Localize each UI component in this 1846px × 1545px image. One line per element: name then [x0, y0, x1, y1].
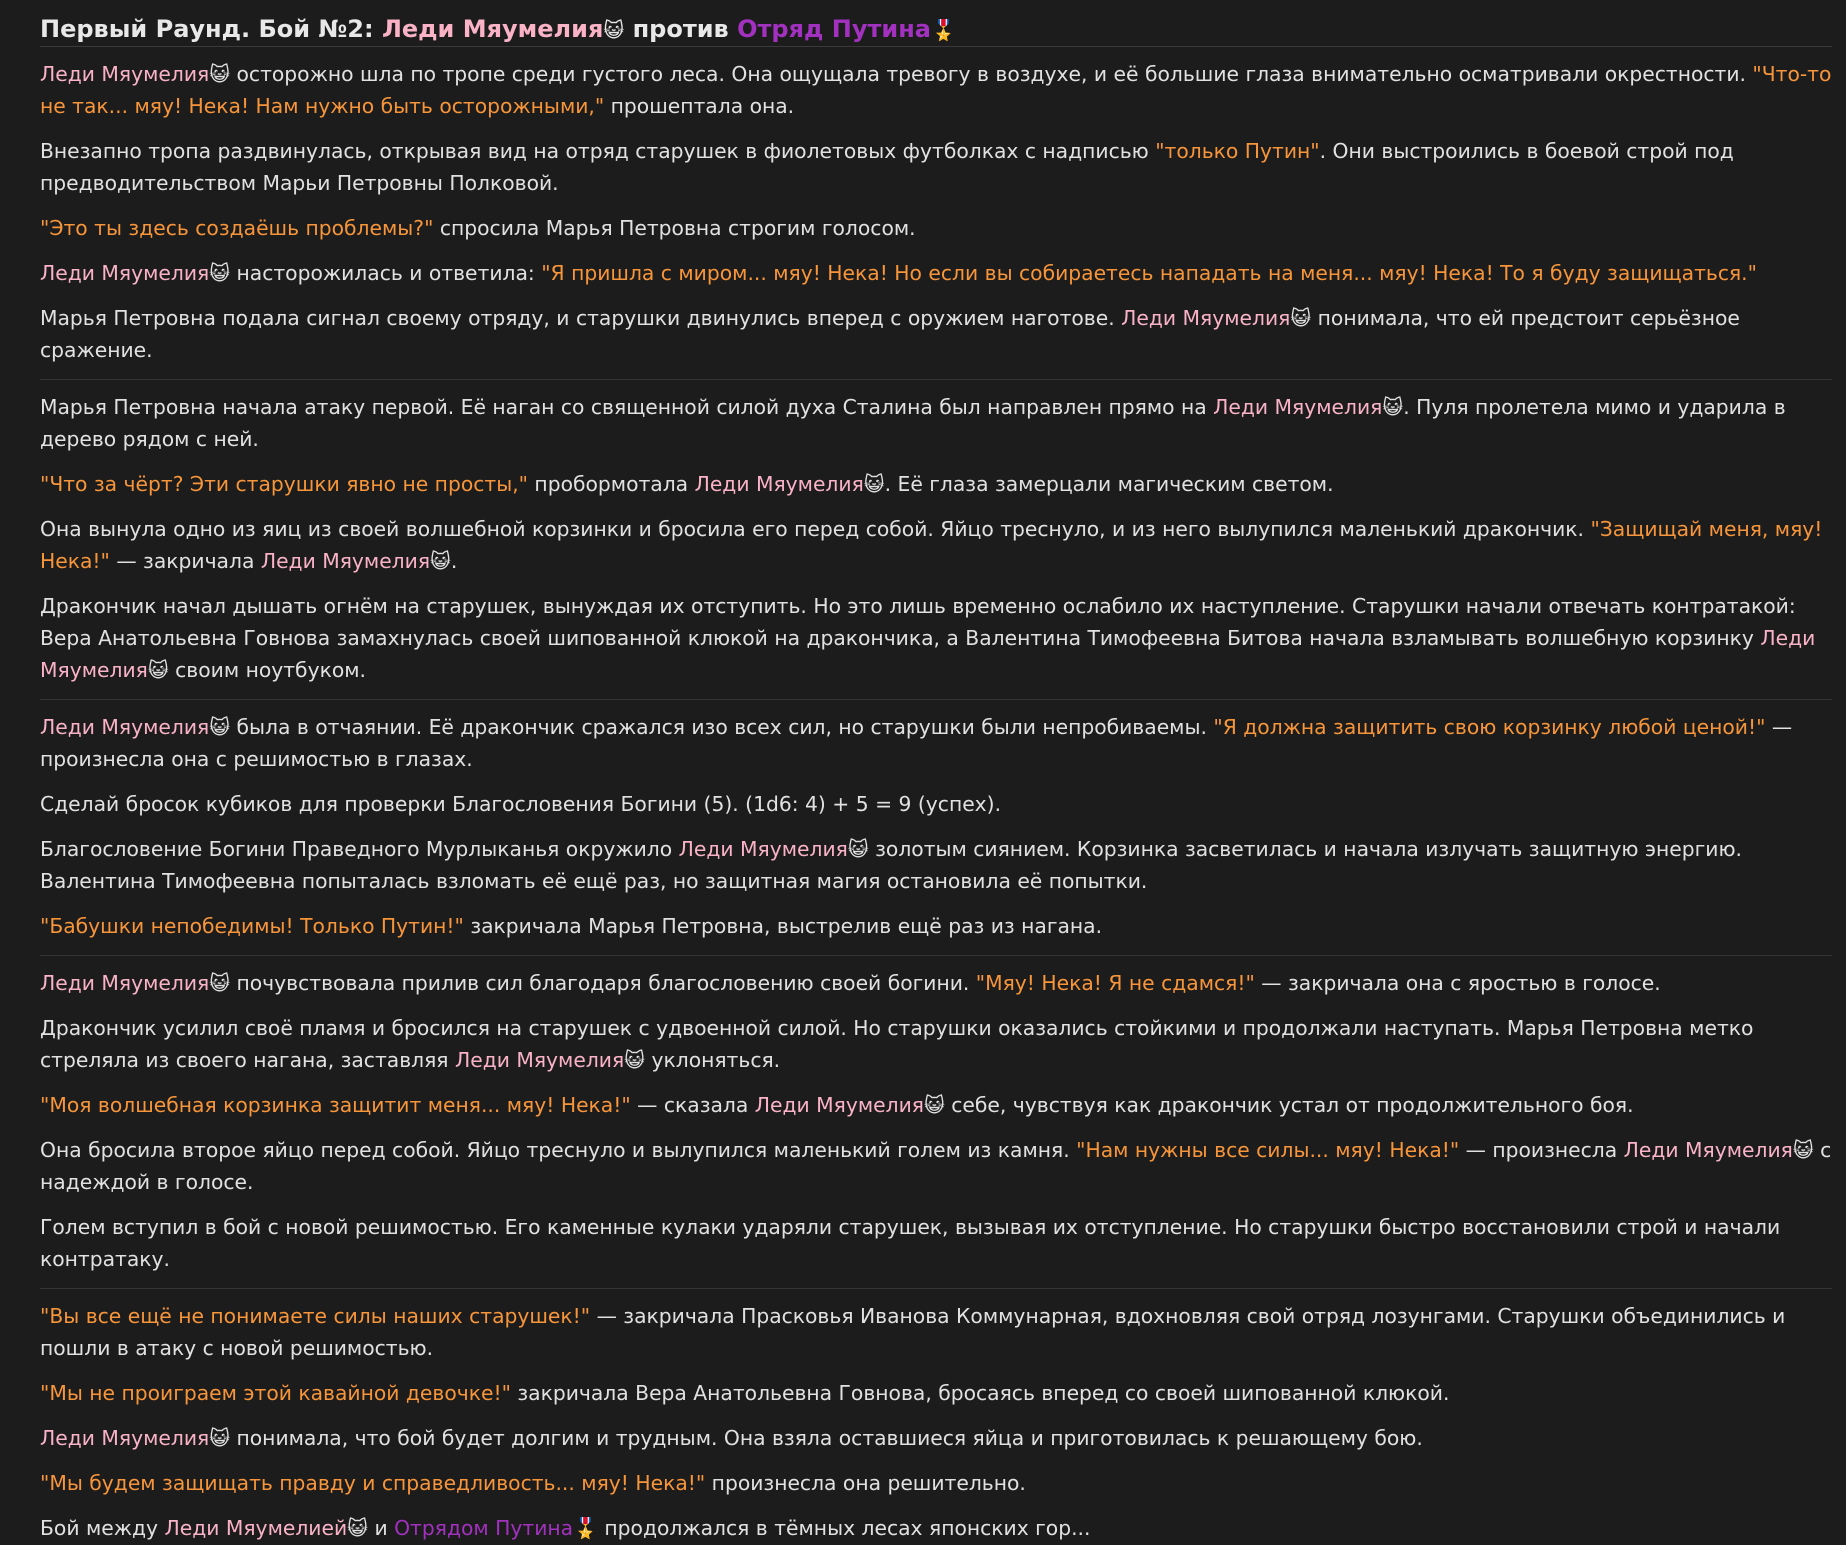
character-name: Леди Мяумелия	[40, 62, 210, 86]
text: . Они выстроились в боевой строй под предводительством Марьи Петровны Полковой.	[40, 139, 1734, 195]
title-text	[40, 15, 956, 43]
emoji-icon: 😺	[209, 62, 231, 86]
text: . Её глаза замерцали магическим светом.	[884, 472, 1334, 496]
character-name: Леди Мяумелия	[40, 715, 210, 739]
dialogue-quote: "Защищай меня, мяу! Нека!"	[40, 517, 1823, 573]
story-paragraph	[40, 910, 1832, 942]
story-paragraph	[40, 212, 1832, 244]
character-name: Леди Мяумелия	[1213, 395, 1383, 419]
story-paragraph	[40, 1089, 1832, 1121]
dialogue-quote: "Моя волшебная корзинка защитит меня... мяу! Нека!"	[40, 1093, 631, 1117]
story-paragraph	[40, 1512, 1832, 1544]
text: — произнесла	[1459, 1138, 1624, 1162]
dialogue-quote: "Что за чёрт? Эти старушки явно не просты,"	[40, 472, 528, 496]
story-title	[40, 0, 1832, 46]
emoji-icon: 😺	[1792, 1138, 1814, 1162]
story-paragraph	[40, 711, 1832, 775]
story-section	[40, 1288, 1832, 1544]
story-paragraph	[40, 1134, 1832, 1198]
story-paragraph	[40, 788, 1832, 820]
dialogue-quote: "Я должна защитить свою корзинку любой ценой!"	[1213, 715, 1766, 739]
squad-name: Отряд Путина	[737, 15, 931, 43]
dialogue-quote: "Мы будем защищать правду и справедливость... мяу! Нека!"	[40, 1471, 706, 1495]
character-name: Леди Мяумелия	[40, 626, 1816, 682]
story-paragraph	[40, 302, 1832, 366]
story-paragraph	[40, 257, 1832, 289]
dialogue-quote: "Бабушки непобедимы! Только Путин!"	[40, 914, 464, 938]
dialogue-quote: "Нам нужны все силы... мяу! Нека!"	[1076, 1138, 1460, 1162]
text: и	[368, 1516, 395, 1540]
text: .	[450, 549, 458, 573]
text: почувствовала прилив сил благодаря благословению своей богини.	[230, 971, 976, 995]
story-paragraph	[40, 1211, 1832, 1275]
dialogue-quote: "только Путин"	[1155, 139, 1320, 163]
story-section	[40, 955, 1832, 1275]
emoji-icon: 😺	[1382, 395, 1404, 419]
text: понимала, что ей предстоит серьёзное сражение.	[40, 306, 1740, 362]
text: Благословение Богини Праведного Мурлыканья окружило	[40, 837, 679, 861]
story-section	[40, 699, 1832, 942]
story-paragraph	[40, 1300, 1832, 1364]
emoji-icon: 😺	[430, 549, 451, 573]
dialogue-quote: "Мяу! Нека! Я не сдамся!"	[975, 971, 1255, 995]
dialogue-quote: "Мы не проиграем этой кавайной девочке!"	[40, 1381, 511, 1405]
dialogue-quote: "Это ты здесь создаёшь проблемы?"	[40, 216, 434, 240]
story-paragraph	[40, 1422, 1832, 1454]
text: спросила Марья Петровна строгим голосом.	[433, 216, 916, 240]
text: уклоняться.	[645, 1048, 781, 1072]
character-name: Леди Мяумелия	[40, 1426, 210, 1450]
text: . Пуля пролетела мимо и ударила в дерево рядом с ней.	[40, 395, 1786, 451]
dialogue-quote: "Что-то не так... мяу! Нека! Нам нужно быть осторожными,"	[40, 62, 1832, 118]
text: Голем вступил в бой с новой решимостью. Его каменные кулаки ударяли старушек, вызывая их отступление. Но старушки быстро восстановили строй и начали контратаку.	[40, 1215, 1781, 1271]
text: прошептала она.	[604, 94, 795, 118]
story-paragraph	[40, 1377, 1832, 1409]
text: — закричала она с яростью в голосе.	[1254, 971, 1661, 995]
story-section	[40, 47, 1832, 366]
emoji-icon: 😺	[209, 715, 231, 739]
story-paragraph	[40, 58, 1832, 122]
story-paragraph	[40, 833, 1832, 897]
text: понимала, что бой будет долгим и трудным. Она взяла оставшиеся яйца и приготовилась к решающему бою.	[230, 1426, 1423, 1450]
story-paragraph	[40, 590, 1832, 686]
character-name: Леди Мяумелия	[678, 837, 848, 861]
text: — произнесла она с решимостью в глазах.	[40, 715, 1793, 771]
story-paragraph	[40, 1467, 1832, 1499]
text: себе, чувствуя как дракончик устал от продолжительного боя.	[944, 1093, 1634, 1117]
text: была в отчаянии. Её дракончик сражался изо всех сил, но старушки были непробиваемы.	[230, 715, 1214, 739]
text: Она бросила второе яйцо перед собой. Яйцо треснуло и вылупился маленький голем из камня.	[40, 1138, 1077, 1162]
dialogue-quote: "Вы все ещё не понимаете силы наших старушек!"	[40, 1304, 591, 1328]
text: Бой между	[40, 1516, 165, 1540]
text: Сделай бросок кубиков для проверки Благословения Богини (5). (1d6: 4) + 5 = 9 (успех).	[40, 792, 1002, 816]
character-name: Леди Мяумелией	[164, 1516, 348, 1540]
story-paragraph	[40, 468, 1832, 500]
text: Марья Петровна начала атаку первой. Её наган со священной силой духа Сталина был направлен прямо на	[40, 395, 1214, 419]
text: золотым сиянием. Корзинка засветилась и начала излучать защитную энергию. Валентина Тимофеевна попыталась взломать её ещё раз, но защитная магия остановила её попытки.	[40, 837, 1742, 893]
text: произнесла она решительно.	[705, 1471, 1026, 1495]
character-name: Леди Мяумелия	[260, 549, 431, 573]
emoji-icon: 😺	[923, 1093, 945, 1117]
emoji-icon: 😺	[624, 1048, 646, 1072]
emoji-icon: 😺	[603, 18, 625, 42]
text: против	[624, 15, 738, 43]
emoji-icon: 😺	[847, 837, 869, 861]
story-body	[40, 47, 1832, 1544]
emoji-icon: 🎖️	[573, 1516, 598, 1540]
character-name: Леди Мяумелия	[381, 15, 604, 43]
text: Марья Петровна подала сигнал своему отряду, и старушки двинулись вперед с оружием наготове.	[40, 306, 1122, 330]
text: Первый Раунд. Бой №2:	[40, 15, 382, 43]
text: — закричала Прасковья Иванова Коммунарная, вдохновляя свой отряд лозунгами. Старушки объединились и пошли в атаку с новой решимостью.	[40, 1304, 1786, 1360]
emoji-icon: 😺	[863, 472, 885, 496]
story-paragraph	[40, 135, 1832, 199]
story-paragraph	[40, 967, 1832, 999]
text: Она вынула одно из яиц из своей волшебной корзинки и бросила его перед собой. Яйцо треснуло, и из него вылупился маленький дракончик.	[40, 517, 1591, 541]
story-paragraph	[40, 513, 1832, 577]
character-name: Леди Мяумелия	[40, 261, 210, 285]
character-name: Леди Мяумелия	[1623, 1138, 1793, 1162]
emoji-icon: 😺	[209, 261, 231, 285]
squad-name: Отрядом Путина	[394, 1516, 574, 1540]
text: своим ноутбуком.	[168, 658, 366, 682]
text: продолжался в тёмных лесах японских гор...	[597, 1516, 1091, 1540]
character-name: Леди Мяумелия	[694, 472, 864, 496]
text: Дракончик начал дышать огнём на старушек, вынуждая их отступить. Но это лишь временно ослабило их наступление. Старушки начали отвечать контратакой: Вера Анатольевна Говнова замахнулась своей шипованной клюкой на дракончика, а Валентина Тимофеевна Битова начала взламывать волшебную корзинку	[40, 594, 1796, 650]
text: осторожно шла по тропе среди густого леса. Она ощущала тревогу в воздухе, и её большие глаза внимательно осматривали окрестности.	[230, 62, 1753, 86]
story-paragraph	[40, 391, 1832, 455]
story-section	[40, 379, 1832, 686]
emoji-icon: 😺	[209, 1426, 231, 1450]
text: закричала Марья Петровна, выстрелив ещё раз из нагана.	[463, 914, 1103, 938]
text: пробормотала	[527, 472, 695, 496]
text: — сказала	[630, 1093, 755, 1117]
text: с надеждой в голосе.	[40, 1138, 1832, 1194]
emoji-icon: 🎖️	[930, 18, 956, 42]
character-name: Леди Мяумелия	[1121, 306, 1291, 330]
emoji-icon: 😺	[209, 971, 231, 995]
text: — закричала	[109, 549, 261, 573]
character-name: Леди Мяумелия	[40, 971, 210, 995]
text: Внезапно тропа раздвинулась, открывая вид на отряд старушек в фиолетовых футболках с надписью	[40, 139, 1156, 163]
emoji-icon: 😺	[147, 658, 169, 682]
story-paragraph	[40, 1012, 1832, 1076]
character-name: Леди Мяумелия	[754, 1093, 924, 1117]
emoji-icon: 😺	[1290, 306, 1312, 330]
character-name: Леди Мяумелия	[454, 1048, 625, 1072]
text: закричала Вера Анатольевна Говнова, бросаясь вперед со своей шипованной клюкой.	[510, 1381, 1450, 1405]
emoji-icon: 😺	[347, 1516, 369, 1540]
text: насторожилась и ответила:	[230, 261, 542, 285]
text: Дракончик усилил своё пламя и бросился на старушек с удвоенной силой. Но старушки оказались стойкими и продолжали наступать. Марья Петровна метко стреляла из своего нагана, заставляя	[40, 1016, 1754, 1072]
dialogue-quote: "Я пришла с миром... мяу! Нека! Но если вы собираетесь нападать на меня... мяу! Нека! То я буду защищаться."	[541, 261, 1757, 285]
